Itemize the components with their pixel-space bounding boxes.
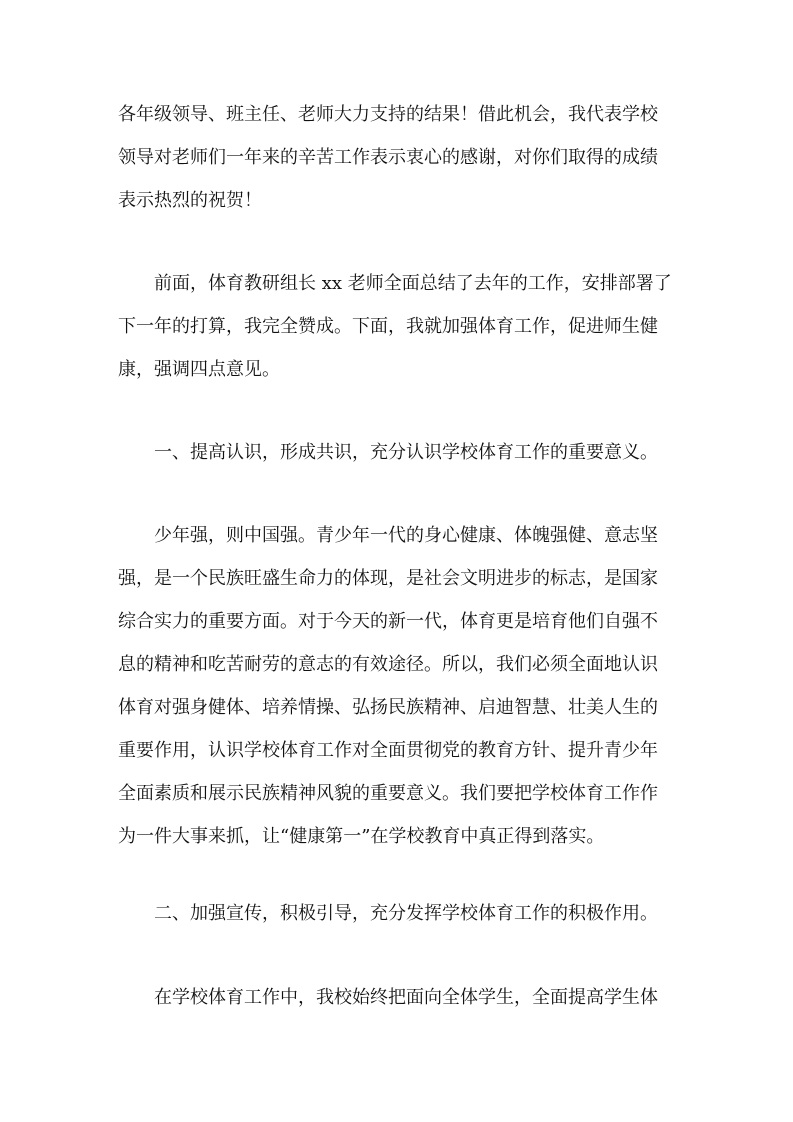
paragraph-3-line-3: 综合实力的重要方面。对于今天的新一代，体育更是培育他们自强不 <box>118 611 658 632</box>
paragraph-2-line-2: 下一年的打算，我完全赞成。下面，我就加强体育工作，促进师生健 <box>118 316 658 337</box>
paragraph-4-line-1: 在学校体育工作中，我校始终把面向全体学生，全面提高学生体 <box>154 987 658 1008</box>
paragraph-1-line-2: 领导对老师们一年来的辛苦工作表示衷心的感谢，对你们取得的成绩 <box>118 147 658 168</box>
paragraph-3-line-6: 重要作用，认识学校体育工作对全面贯彻党的教育方针、提升青少年 <box>118 740 658 761</box>
paragraph-3-line-4: 息的精神和吃苦耐劳的意志的有效途径。所以，我们必须全面地认识 <box>118 654 658 675</box>
paragraph-1-line-1: 各年级领导、班主任、老师大力支持的结果！借此机会，我代表学校 <box>118 104 658 125</box>
paragraph-3-line-1: 少年强，则中国强。青少年一代的身心健康、体魄强健、意志坚 <box>154 525 658 546</box>
paragraph-3-line-5: 体育对强身健体、培养情操、弘扬民族精神、启迪智慧、壮美人生的 <box>118 697 658 718</box>
paragraph-3-line-8: 为一件大事来抓，让“健康第一”在学校教育中真正得到落实。 <box>118 826 605 847</box>
paragraph-3-line-7: 全面素质和展示民族精神风貌的重要意义。我们要把学校体育工作作 <box>118 783 658 804</box>
paragraph-2-line-3: 康，强调四点意见。 <box>118 359 280 380</box>
section-heading-1: 一、提高认识，形成共识，充分认识学校体育工作的重要意义。 <box>154 442 658 463</box>
paragraph-2-line-1: 前面，体育教研组长 xx 老师全面总结了去年的工作，安排部署了 <box>154 273 672 294</box>
section-heading-2: 二、加强宣传，积极引导，充分发挥学校体育工作的积极作用。 <box>154 903 658 924</box>
paragraph-1-line-3: 表示热烈的祝贺！ <box>118 190 262 211</box>
paragraph-3-line-2: 强，是一个民族旺盛生命力的体现，是社会文明进步的标志，是国家 <box>118 568 658 589</box>
